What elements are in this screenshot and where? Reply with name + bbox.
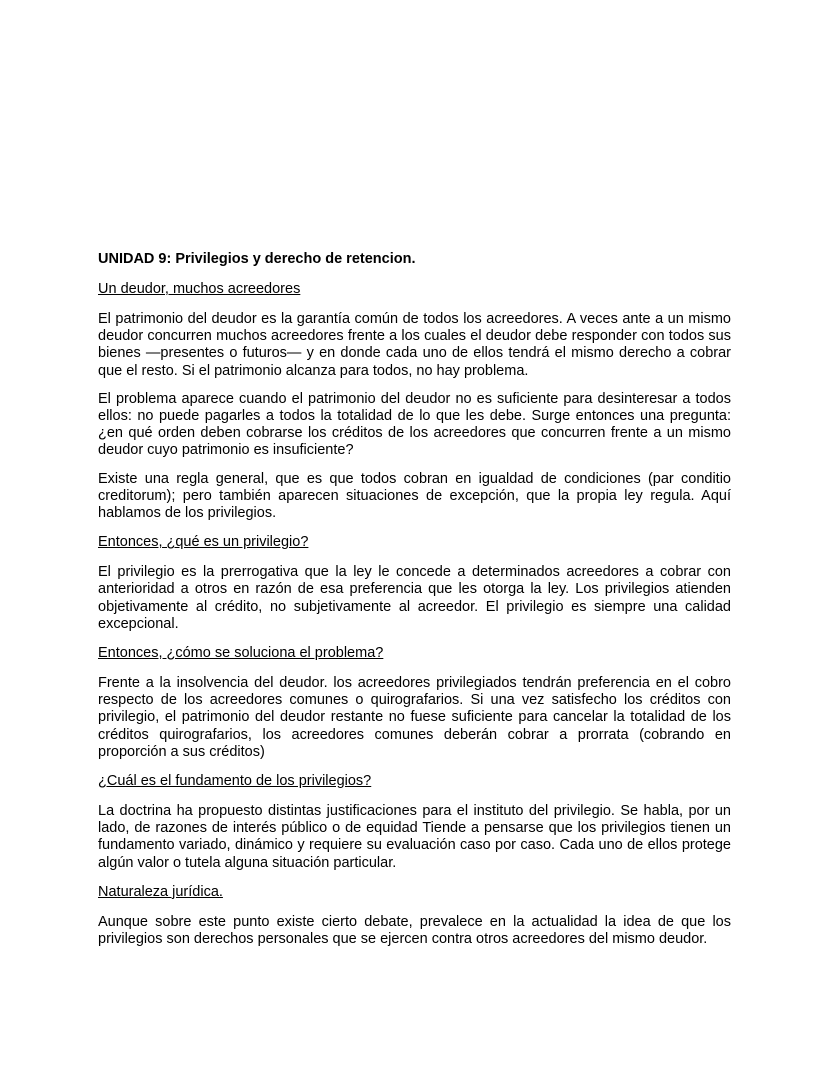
document-page [98,250,731,959]
paragraph: El privilegio es la prerrogativa que la ley le concede a determinados acreedores a cobrar con anterioridad a otros en razón de esa preferencia que les otorga la ley. Los privilegios atienden objetivamente al crédito, no subjetivamente al acreedor. El privilegio es siempre una calidad excepcional. [98,564,731,632]
paragraph: El problema aparece cuando el patrimonio del deudor no es suficiente para desinteresar a todos ellos: no puede pagarles a todos la totalidad de lo que les debe. Surge entonces una pregunta: ¿en qué orden deben cobrarse los créditos de los acreedores que concurren frente a un mismo deudor cuyo patrimonio es insuficiente? [98,390,731,459]
section-heading-un-deudor: Un deudor, muchos acreedores [98,281,301,297]
paragraph: El patrimonio del deudor es la garantía común de todos los acreedores. A veces ante a un mismo deudor concurren muchos acreedores frente a los cuales el deudor debe responder con todos sus bienes —presentes o futuros— y en donde cada uno de ellos tendrá el mismo derecho a cobrar que el resto. Si el patrimonio alcanza para todos, no hay problema. [98,311,731,379]
paragraph: La doctrina ha propuesto distintas justificaciones para el instituto del privilegio. Se habla, por un lado, de razones de interés público o de equidad Tiende a pensarse que los privilegios tienen un fundamento variado, dinámico y requiere su evaluación caso por caso. Cada uno de ellos protege algún valor o tutela alguna situación particular. [98,803,731,871]
section-heading-como-se-soluciona: Entonces, ¿cómo se soluciona el problema? [98,645,384,662]
document-title: UNIDAD 9: Privilegios y derecho de retencion. [98,251,416,267]
paragraph: Existe una regla general, que es que todos cobran en igualdad de condiciones (par conditio creditorum); pero también aparecen situaciones de excepción, que la propia ley regula. Aquí hablamos de los privilegios. [98,470,731,522]
paragraph: Frente a la insolvencia del deudor. los acreedores privilegiados tendrán preferencia en el cobro respecto de los acreedores comunes o quirografarios. Si una vez satisfecho los créditos con privilegio, el patrimonio del deudor restante no fuese suficiente para cancelar la totalidad de los créditos quirografarios, los acreedores comunes deberán cobrar a prorrata (cobrando en proporción a sus créditos) [98,675,731,760]
section-heading-que-es-privilegio: Entonces, ¿qué es un privilegio? [98,534,309,551]
paragraph: Aunque sobre este punto existe cierto debate, prevalece en la actualidad la idea de que los privilegios son derechos personales que se ejercen contra otros acreedores del mismo deudor. [98,913,731,948]
section-heading-fundamento: ¿Cuál es el fundamento de los privilegios? [98,773,372,790]
section-heading-naturaleza-juridica: Naturaleza jurídica. [98,883,223,900]
